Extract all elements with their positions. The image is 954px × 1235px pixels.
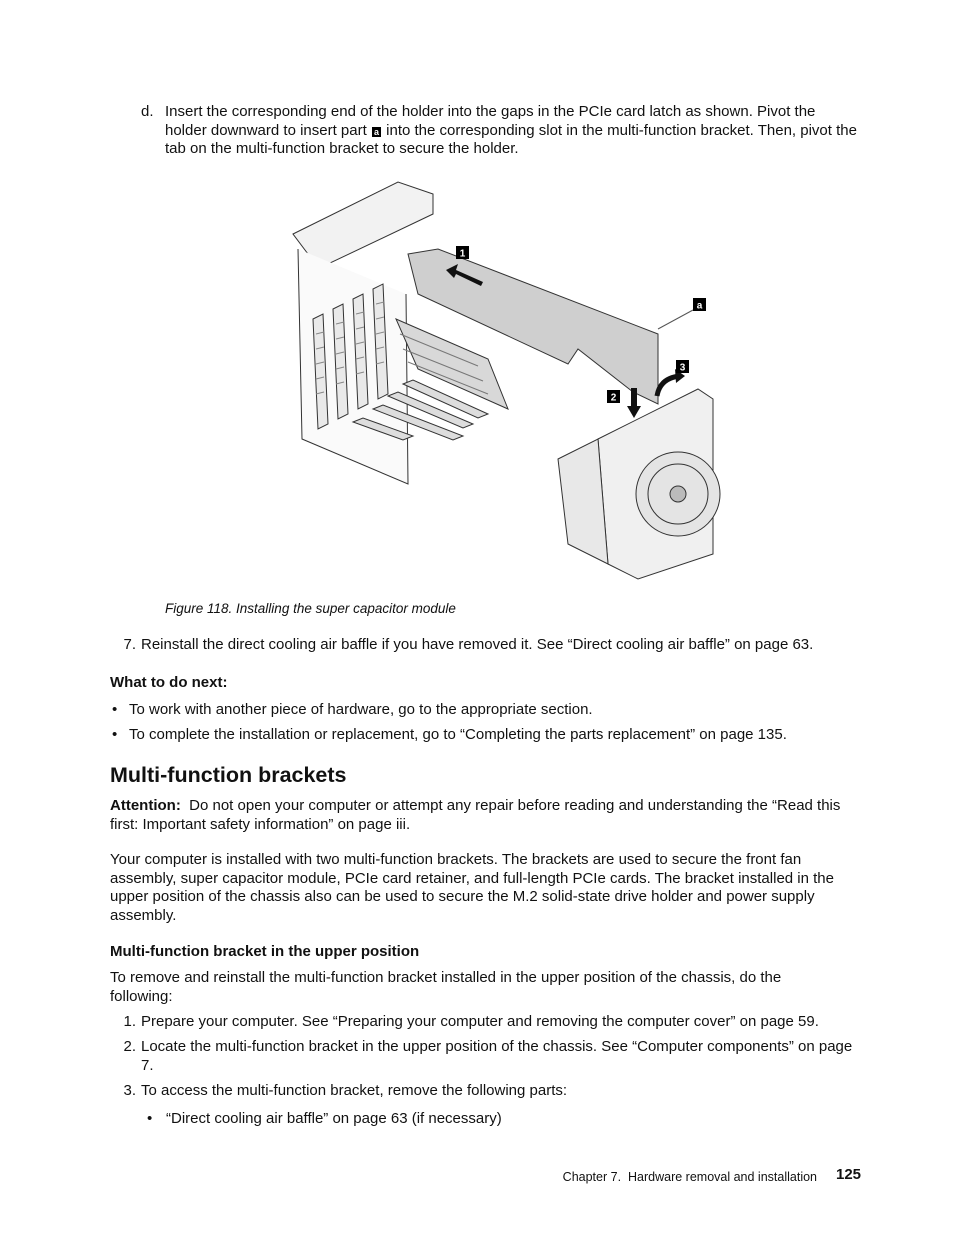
step-d-text-1: Insert the corresponding end of the holder into the gaps in the PCIe card latch as shown. Pivot the holder downward to insert part — [165, 103, 816, 139]
subsection-intro: To remove and reinstall the multi-function bracket installed in the upper position of the chassis, do the following: — [110, 969, 782, 1005]
step-2-marker: 2. — [123, 1038, 136, 1055]
next-item-1-text: To work with another piece of hardware, go to the appropriate section. — [129, 701, 593, 718]
page-footer — [563, 1168, 817, 1187]
callout-2-label: 2 — [610, 392, 617, 404]
bullet-icon: • — [112, 726, 118, 743]
installation-illustration — [288, 174, 738, 584]
step-2-text: Locate the multi-function bracket in the upper position of the chassis. See “Computer components” on page 7. — [141, 1038, 853, 1074]
intro-paragraph: Your computer is installed with two multi-function brackets. The brackets are used to secure the front fan assembly, super capacitor module, PCIe card retainer, and full-length PCIe cards. The bracket installed in the upper position of the chassis also can be used to secure the M.2 solid-state drive holder and power supply assembly. — [110, 851, 834, 924]
step-3-sub-item-text: “Direct cooling air baffle” on page 63 (if necessary) — [166, 1110, 502, 1127]
step-d-text — [165, 103, 861, 159]
step-1-marker: 1. — [123, 1013, 136, 1030]
attention-note — [110, 797, 845, 834]
chassis-back-plate — [293, 182, 433, 264]
step-d-marker: d. — [141, 103, 154, 120]
bullet-icon: • — [112, 701, 118, 718]
attention-text: Do not open your computer or attempt any repair before reading and understanding the “Read this first: Important safety information” on page iii. — [110, 797, 841, 833]
figure-caption: Figure 118. Installing the super capacitor module — [165, 601, 456, 616]
step-7-marker: 7. — [123, 636, 136, 653]
step-3-marker: 3. — [123, 1082, 136, 1099]
super-capacitor-figure — [288, 174, 738, 584]
callout-3-label: 3 — [679, 362, 686, 374]
bullet-icon: • — [147, 1110, 153, 1127]
section-title: Multi-function brackets — [110, 763, 347, 787]
callout-a-label: a — [696, 300, 703, 312]
page-number: 125 — [836, 1166, 862, 1183]
step-1-text: Prepare your computer. See “Preparing your computer and removing the computer cover” on page 59. — [141, 1013, 819, 1030]
footer-chapter: Chapter 7 — [562, 1170, 618, 1184]
step-d-text-2: into the corresponding slot in the multi-function bracket. Then, pivot the tab on the multi-function bracket to secure the holder. — [165, 121, 857, 157]
what-next-heading: What to do next: — [110, 674, 228, 691]
subsection-heading: Multi-function bracket in the upper position — [110, 943, 420, 960]
footer-separator: . — [617, 1170, 622, 1184]
part-a-badge: a — [373, 126, 379, 137]
step-3-text: To access the multi-function bracket, remove the following parts: — [141, 1082, 568, 1099]
next-item-2-text: To complete the installation or replacement, go to “Completing the parts replacement” on page 135. — [129, 726, 787, 743]
attention-label: Attention: — [110, 797, 181, 814]
callout-1-label: 1 — [459, 248, 466, 260]
step-7-text: Reinstall the direct cooling air baffle if you have removed it. See “Direct cooling air baffle” on page 63. — [141, 636, 814, 653]
footer-title: Hardware removal and installation — [628, 1170, 817, 1184]
